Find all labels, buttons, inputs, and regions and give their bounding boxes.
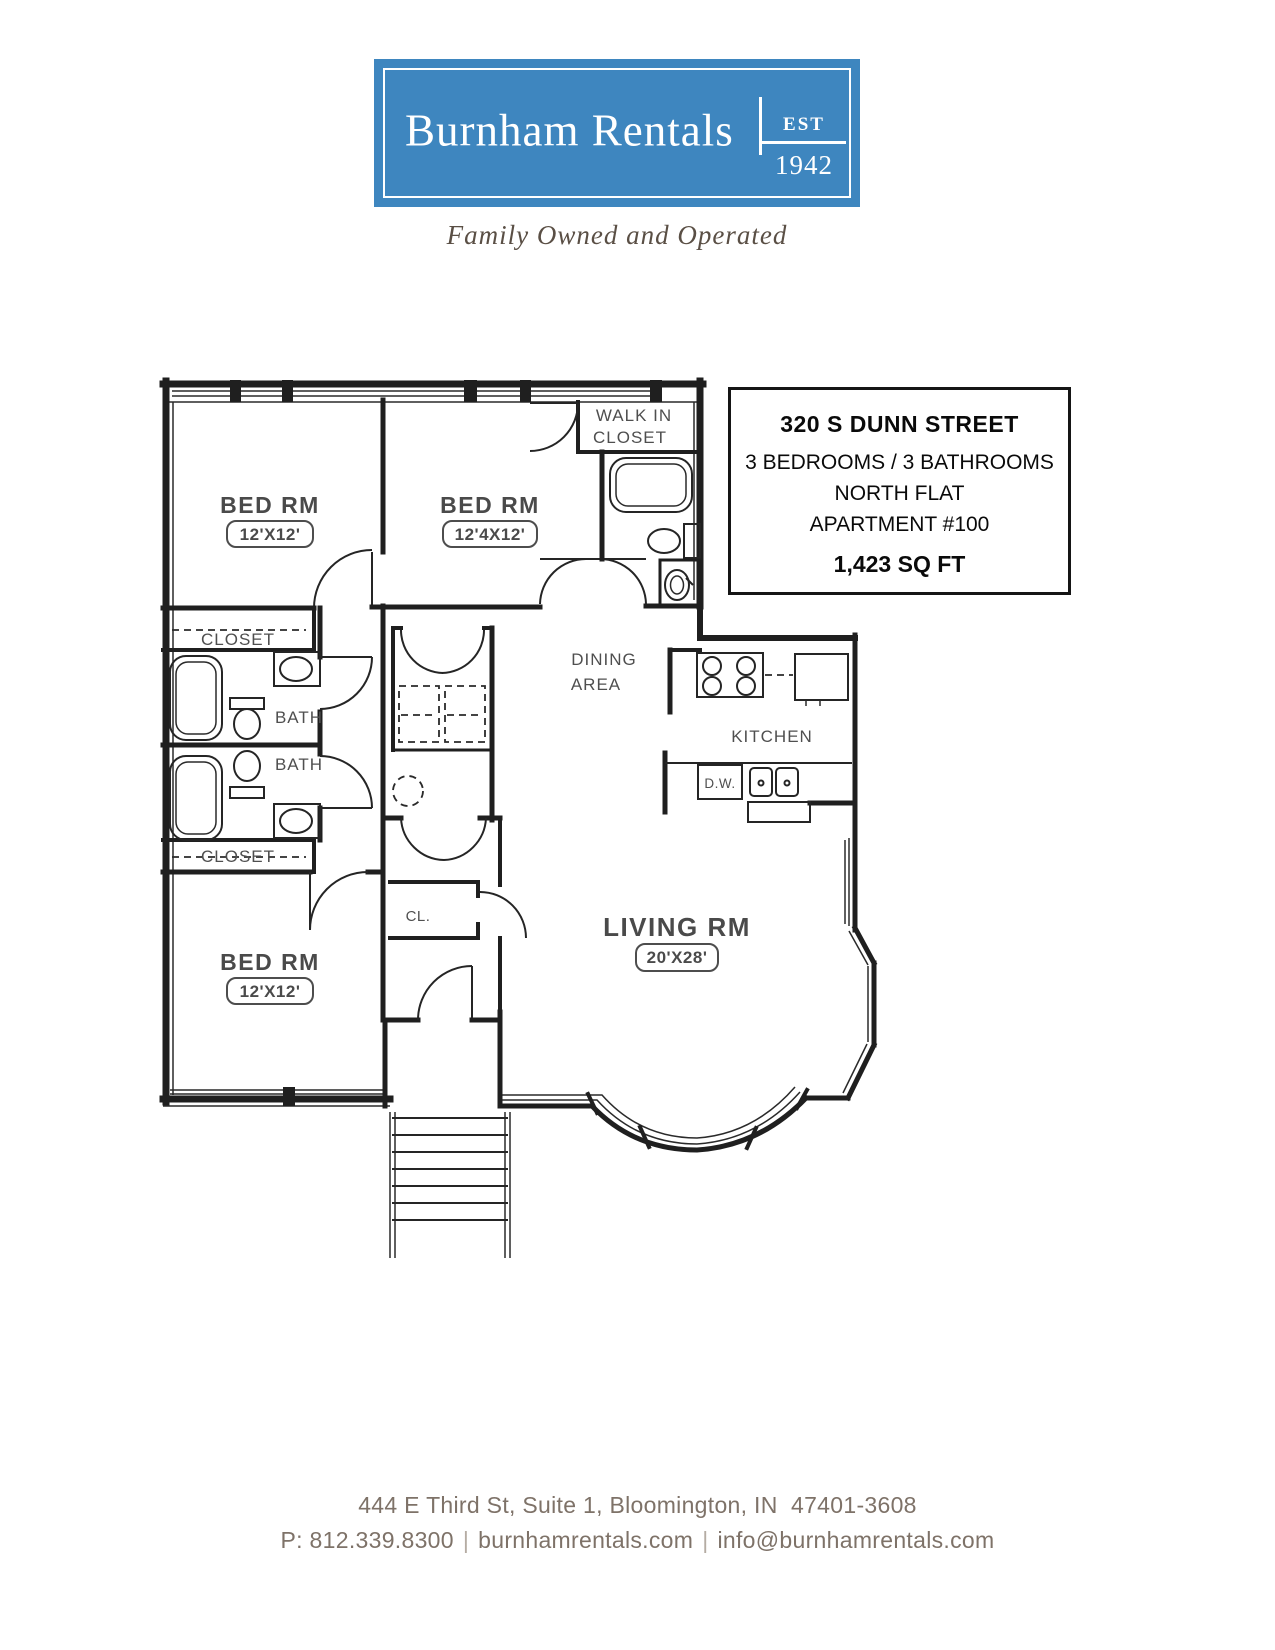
toilet-2 bbox=[234, 751, 260, 781]
logo-est-group bbox=[759, 95, 846, 181]
toilet-upper bbox=[665, 570, 689, 600]
tagline: Family Owned and Operated bbox=[446, 220, 788, 250]
logo bbox=[374, 59, 860, 207]
bedroom3-dim: 12'X12' bbox=[239, 982, 301, 1001]
living-room-dim: 20'X28' bbox=[646, 948, 708, 967]
footer-email[interactable]: info@burnhamrentals.com bbox=[717, 1527, 995, 1553]
toilet-tank-2 bbox=[230, 787, 264, 798]
walkin-closet-label-1: WALK IN bbox=[595, 406, 673, 425]
footer-separator-1: | bbox=[462, 1527, 470, 1553]
stairs bbox=[390, 1112, 510, 1258]
small-closet-label: CL. bbox=[405, 908, 431, 925]
kitchen-label: KITCHEN bbox=[731, 727, 813, 746]
footer-website[interactable]: burnhamrentals.com bbox=[478, 1527, 694, 1553]
room-labels bbox=[201, 406, 813, 1004]
bath-upper-label: BATH bbox=[274, 708, 324, 727]
bath-lower-label: BATH bbox=[274, 755, 324, 774]
logo-est-year: 1942 bbox=[775, 150, 833, 180]
unit-apartment: APARTMENT #100 bbox=[809, 513, 990, 536]
unit-beds-baths: 3 BEDROOMS / 3 BATHROOMS bbox=[745, 451, 1054, 474]
kitchen-sink-left bbox=[750, 768, 772, 796]
closet-lower-label: CLOSET bbox=[200, 847, 276, 866]
footer-separator-2: | bbox=[702, 1527, 709, 1553]
toilet-tank-1 bbox=[230, 698, 264, 709]
upper-bathroom-fixtures bbox=[610, 458, 700, 606]
kitchen-peninsula bbox=[748, 802, 810, 822]
dining-label-2: AREA bbox=[570, 675, 622, 694]
entry-and-stairs bbox=[385, 966, 510, 1258]
toilet-1 bbox=[234, 709, 260, 739]
kitchen-sink-right bbox=[776, 768, 798, 796]
footer-contact bbox=[0, 1527, 1275, 1554]
bedroom2-label: BED RM bbox=[440, 492, 540, 518]
footer-address: 444 E Third St, Suite 1, Bloomington, IN 47401-3608 bbox=[358, 1492, 917, 1518]
bedroom2-dim: 12'4X12' bbox=[454, 525, 526, 544]
closet-upper-label: CLOSET bbox=[200, 630, 276, 649]
refrigerator bbox=[795, 654, 848, 700]
unit-flat: NORTH FLAT bbox=[834, 482, 965, 505]
dishwasher-label: D.W. bbox=[704, 776, 736, 791]
bedroom1-dim: 12'X12' bbox=[239, 525, 301, 544]
brand-name: Burnham Rentals bbox=[405, 105, 734, 156]
bedroom1-label: BED RM bbox=[220, 492, 320, 518]
living-room-label: LIVING RM bbox=[603, 912, 751, 942]
unit-sqft: 1,423 SQ FT bbox=[833, 551, 966, 577]
sink-1 bbox=[280, 657, 312, 681]
dining-label-1: DINING bbox=[571, 650, 637, 669]
sink-upper bbox=[648, 529, 680, 553]
bedroom3-label: BED RM bbox=[220, 949, 320, 975]
footer-phone: P: 812.339.8300 bbox=[280, 1527, 454, 1553]
logo-est-label: EST bbox=[762, 95, 846, 144]
walkin-closet-label-2: CLOSET bbox=[592, 428, 668, 447]
floor-plan bbox=[150, 355, 880, 1270]
sink-2 bbox=[280, 809, 312, 833]
unit-address: 320 S DUNN STREET bbox=[780, 411, 1019, 437]
water-heater bbox=[393, 776, 423, 806]
